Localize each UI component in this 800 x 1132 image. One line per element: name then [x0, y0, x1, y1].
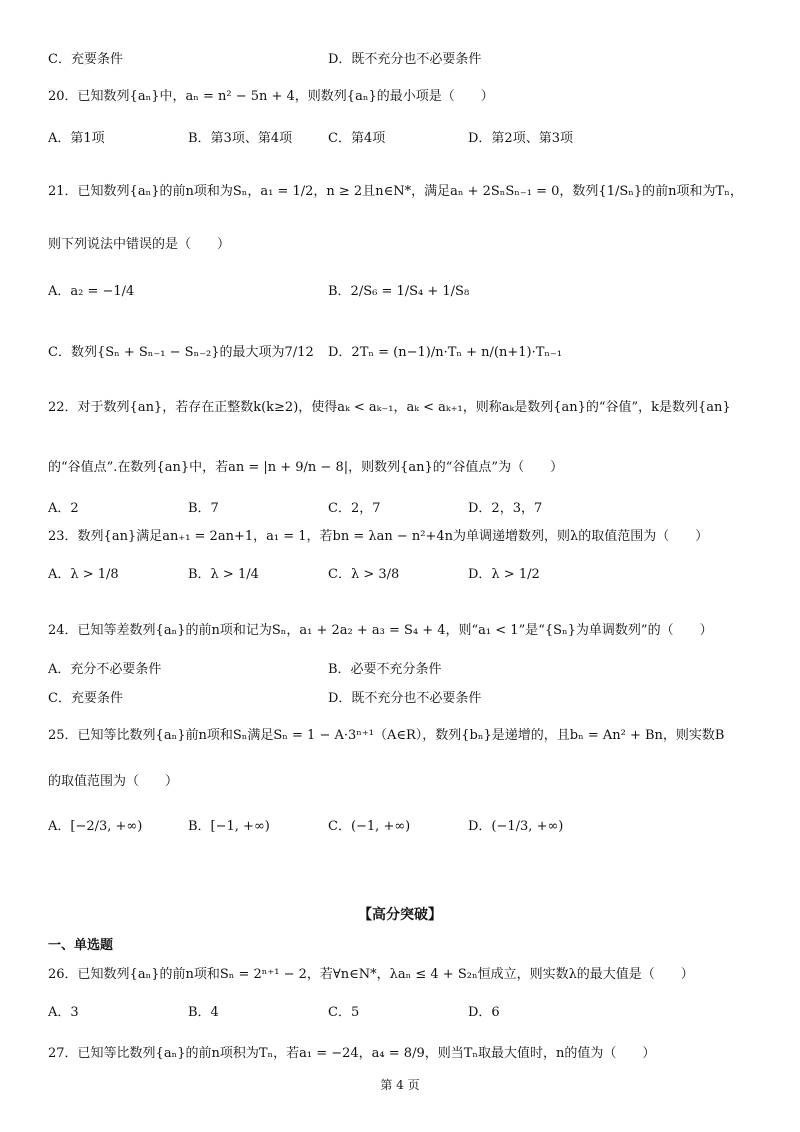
text-segment: 则下列说法中错误的是（ ） [48, 237, 231, 252]
text-segment: C．第4项 [328, 131, 386, 146]
text-segment: A．充分不必要条件 [48, 662, 162, 677]
text-segment: B．2/S₆ = 1/S₄ + 1/S₈ [328, 284, 470, 299]
text-segment: C．2，7 [328, 501, 381, 516]
text-segment: 25．已知等比数列{aₙ}前n项和Sₙ满足Sₙ = 1 − A·3ⁿ⁺¹（A∈R），数列{bₙ}是递增的，且bₙ = An² + Bn，则实数B [48, 728, 725, 743]
text-line [0, 727, 800, 753]
text-segment: B．λ > 1/4 [188, 567, 259, 582]
text-segment: 26．已知数列{aₙ}的前n项和Sₙ = 2ⁿ⁺¹ − 2，若∀n∈N*，λaₙ ≤ 4 + S₂ₙ恒成立，则实数λ的最大值是（ ） [48, 967, 694, 982]
text-segment: C．充要条件 [48, 691, 123, 706]
text-segment: 27．已知等比数列{aₙ}的前n项积为Tₙ，若a₁ = −24，a₄ = 8/9，则当Tₙ取最大值时，n的值为（ ） [48, 1046, 656, 1061]
text-segment: 23．数列{an}满足an₊₁ = 2an+1，a₁ = 1，若bn = λan − n²+4n为单调递增数列，则λ的取值范围为（ ） [48, 529, 709, 544]
text-line [0, 283, 800, 309]
text-segment: C．5 [328, 1005, 360, 1020]
text-line [0, 399, 800, 425]
text-segment: 21．已知数列{aₙ}的前n项和为Sₙ，a₁ = 1/2，n ≥ 2且n∈N*，满足aₙ + 2SₙSₙ₋₁ = 0，数列{1/Sₙ}的前n项和为Tₙ， [48, 184, 743, 199]
text-segment: A．第1项 [48, 131, 105, 146]
text-line [0, 500, 800, 526]
text-segment: 的取值范围为（ ） [48, 774, 179, 789]
text-line [0, 818, 800, 844]
text-segment: B．[−1, +∞) [188, 819, 270, 834]
text-segment: 24．已知等差数列{aₙ}的前n项和记为Sₙ，a₁ + 2a₂ + a₃ = S₄ + 4，则“a₁ < 1”是“{Sₙ}为单调数列”的（ ） [48, 623, 713, 638]
text-segment: A．2 [48, 501, 79, 516]
text-line [0, 88, 800, 114]
text-line [0, 690, 800, 716]
text-segment: D．第2项、第3项 [468, 131, 573, 146]
text-segment: B．7 [188, 501, 219, 516]
page-number: 第 4 页 [380, 1078, 420, 1092]
text-segment: C．λ > 3/8 [328, 567, 400, 582]
text-line [0, 528, 800, 554]
subsection-title: 一、单选题 [48, 938, 114, 953]
text-segment: D．既不充分也不必要条件 [328, 691, 482, 706]
text-segment: 的“谷值点”.在数列{an}中，若an = |n + 9/n − 8|，则数列{an}的“谷值点”为（ ） [48, 460, 564, 475]
text-segment: A．a₂ = −1/4 [48, 284, 135, 299]
text-segment: D．(−1/3, +∞) [468, 819, 564, 834]
text-line [0, 51, 800, 77]
text-segment: A．λ > 1/8 [48, 567, 119, 582]
text-line [0, 459, 800, 485]
text-line [0, 773, 800, 799]
text-line [0, 183, 800, 209]
text-segment: 20．已知数列{aₙ}中，aₙ = n² − 5n + 4，则数列{aₙ}的最小项是（ ） [48, 89, 494, 104]
text-segment: D．6 [468, 1005, 500, 1020]
text-segment: A．[−2/3, +∞) [48, 819, 143, 834]
text-segment: D．既不充分也不必要条件 [328, 52, 482, 67]
text-line [0, 1004, 800, 1030]
text-line [0, 236, 800, 262]
text-segment: C．充要条件 [48, 52, 123, 67]
text-segment: D．2，3，7 [468, 501, 543, 516]
text-segment: C．数列{Sₙ + Sₙ₋₁ − Sₙ₋₂}的最大项为7/12 [48, 345, 314, 360]
text-line [0, 344, 800, 370]
text-segment: D．λ > 1/2 [468, 567, 540, 582]
text-segment: B．必要不充分条件 [328, 662, 442, 677]
text-line [0, 1045, 800, 1071]
text-segment: A．3 [48, 1005, 79, 1020]
text-segment: B．4 [188, 1005, 219, 1020]
text-segment: B．第3项、第4项 [188, 131, 293, 146]
text-segment: C．(−1, +∞) [328, 819, 411, 834]
text-line [0, 966, 800, 992]
section-heading: 【高分突破】 [358, 907, 442, 923]
text-line [0, 622, 800, 648]
text-segment: 22．对于数列{an}，若存在正整数k(k≥2)，使得aₖ < aₖ₋₁，aₖ < aₖ₊₁，则称aₖ是数列{an}的“谷值”，k是数列{an} [48, 400, 731, 415]
text-line [0, 566, 800, 592]
text-line [0, 661, 800, 687]
text-segment: D．2Tₙ = (n−1)/n·Tₙ + n/(n+1)·Tₙ₋₁ [328, 345, 563, 360]
text-line [0, 130, 800, 156]
